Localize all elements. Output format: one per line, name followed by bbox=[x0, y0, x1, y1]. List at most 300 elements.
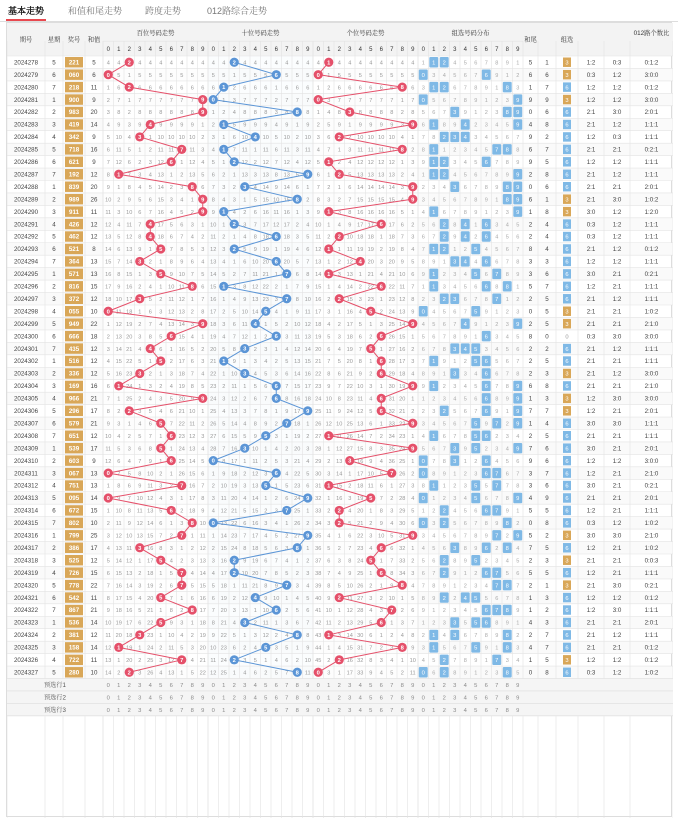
distribution-miss: 2 bbox=[495, 210, 498, 216]
miss-count: 4 bbox=[275, 60, 278, 66]
draw-cell: 342 bbox=[69, 134, 80, 141]
trend-ball-digit: 8 bbox=[191, 521, 195, 527]
distribution-miss: 4 bbox=[464, 160, 467, 166]
miss-count: 3 bbox=[138, 670, 141, 676]
distribution-miss: 9 bbox=[422, 272, 425, 278]
big-small-cell: 1:2 bbox=[613, 595, 622, 602]
miss-count: 7 bbox=[369, 646, 372, 652]
sum-cell: 5 bbox=[92, 59, 96, 66]
distribution-miss: 5 bbox=[464, 285, 467, 291]
distribution-miss: 7 bbox=[443, 334, 446, 340]
miss-count: 7 bbox=[327, 571, 330, 577]
miss-count: 4 bbox=[243, 670, 246, 676]
distribution-miss: 3 bbox=[443, 285, 446, 291]
road-012-cell: 1:1:1 bbox=[645, 284, 659, 291]
miss-count: 8 bbox=[264, 583, 267, 589]
miss-count: 11 bbox=[189, 421, 195, 427]
trend-ball-digit: 6 bbox=[380, 334, 384, 340]
miss-count: 6 bbox=[201, 285, 204, 291]
odd-even-cell: 0:3 bbox=[587, 234, 596, 241]
miss-count: 6 bbox=[327, 347, 330, 353]
group-cell: 3 bbox=[565, 322, 568, 328]
miss-count: 19 bbox=[294, 434, 300, 440]
miss-count: 1 bbox=[191, 534, 194, 540]
distribution-digit: 3 bbox=[453, 185, 456, 191]
miss-count: 9 bbox=[138, 123, 141, 129]
distribution-digit: 1 bbox=[432, 160, 435, 166]
big-small-cell: 2:1 bbox=[613, 433, 622, 440]
trend-ball-digit: 6 bbox=[170, 434, 174, 440]
trend-ball-digit: 1 bbox=[222, 123, 226, 129]
miss-count: 8 bbox=[170, 260, 173, 266]
miss-count: 5 bbox=[149, 185, 152, 191]
miss-count: 26 bbox=[347, 434, 353, 440]
big-small-cell: 1:2 bbox=[613, 159, 622, 166]
miss-count: 12 bbox=[168, 658, 174, 664]
tab-span-trend[interactable]: 跨度走势 bbox=[145, 4, 181, 17]
miss-count: 5 bbox=[191, 73, 194, 79]
big-small-cell: 3:0 bbox=[613, 333, 622, 340]
miss-count: 4 bbox=[222, 60, 225, 66]
sum-tail-cell: 1 bbox=[529, 420, 533, 427]
header-digit: 9 bbox=[516, 47, 520, 53]
miss-count: 22 bbox=[368, 285, 374, 291]
miss-count: 3 bbox=[380, 608, 383, 614]
distribution-digit: 0 bbox=[422, 496, 425, 502]
miss-count: 2 bbox=[306, 434, 309, 440]
miss-count: 3 bbox=[380, 322, 383, 328]
draw-cell: 900 bbox=[69, 97, 80, 104]
miss-count: 18 bbox=[231, 471, 237, 477]
distribution-miss: 3 bbox=[516, 309, 519, 315]
distribution-miss: 3 bbox=[516, 85, 519, 91]
miss-count: 6 bbox=[296, 272, 299, 278]
draw-cell: 516 bbox=[69, 358, 80, 365]
miss-count: 14 bbox=[357, 434, 363, 440]
miss-count: 5 bbox=[411, 596, 414, 602]
miss-count: 7 bbox=[107, 397, 110, 403]
distribution-miss: 7 bbox=[495, 160, 498, 166]
preselect-digit: 9 bbox=[411, 695, 414, 701]
miss-count: 13 bbox=[210, 260, 216, 266]
miss-count: 4 bbox=[338, 60, 341, 66]
miss-count: 8 bbox=[138, 110, 141, 116]
miss-count: 16 bbox=[305, 372, 311, 378]
road-012-cell: 1:1:1 bbox=[645, 296, 659, 303]
miss-count: 5 bbox=[243, 509, 246, 515]
preselect-digit: 7 bbox=[285, 683, 288, 689]
miss-count: 9 bbox=[107, 608, 110, 614]
miss-count: 14 bbox=[105, 670, 111, 676]
trend-ball-digit: 1 bbox=[327, 60, 331, 66]
distribution-miss: 1 bbox=[422, 285, 425, 291]
distribution-miss: 2 bbox=[506, 421, 509, 427]
sum-cell: 12 bbox=[91, 221, 98, 228]
miss-count: 19 bbox=[368, 247, 374, 253]
period-cell: 2024282 bbox=[14, 109, 39, 116]
distribution-miss: 5 bbox=[485, 596, 488, 602]
miss-count: 6 bbox=[117, 459, 120, 465]
big-small-cell: 2:1 bbox=[613, 470, 622, 477]
sum-tail-cell: 5 bbox=[529, 533, 533, 540]
miss-count: 3 bbox=[254, 172, 257, 178]
distribution-digit: 0 bbox=[422, 670, 425, 676]
preselect-digit: 7 bbox=[495, 695, 498, 701]
distribution-miss: 6 bbox=[443, 434, 446, 440]
miss-count: 10 bbox=[168, 633, 174, 639]
big-small-cell: 2:1 bbox=[613, 184, 622, 191]
distribution-miss: 4 bbox=[485, 583, 488, 589]
span-cell: 7 bbox=[545, 408, 549, 415]
tab-sum-tail-trend[interactable]: 和值和尾走势 bbox=[68, 4, 122, 17]
miss-count: 4 bbox=[138, 185, 141, 191]
miss-count: 2 bbox=[327, 235, 330, 241]
odd-even-cell: 2:1 bbox=[587, 122, 596, 129]
distribution-miss: 3 bbox=[432, 185, 435, 191]
miss-count: 5 bbox=[170, 397, 173, 403]
miss-count: 23 bbox=[221, 646, 227, 652]
miss-count: 5 bbox=[254, 384, 257, 390]
draw-cell: 722 bbox=[69, 657, 80, 664]
miss-count: 3 bbox=[380, 260, 383, 266]
distribution-miss: 6 bbox=[453, 421, 456, 427]
miss-count: 2 bbox=[275, 98, 278, 104]
miss-count: 25 bbox=[347, 421, 353, 427]
distribution-digit: 1 bbox=[432, 60, 435, 66]
week-cell: 6 bbox=[52, 159, 56, 166]
miss-count: 4 bbox=[233, 110, 236, 116]
miss-count: 21 bbox=[231, 509, 237, 515]
miss-count: 1 bbox=[201, 409, 204, 415]
miss-count: 6 bbox=[138, 210, 141, 216]
draw-cell: 579 bbox=[69, 420, 80, 427]
miss-count: 40 bbox=[315, 596, 321, 602]
span-cell: 5 bbox=[545, 570, 549, 577]
distribution-digit: 5 bbox=[474, 247, 477, 253]
distribution-digit: 6 bbox=[485, 73, 488, 79]
distribution-miss: 9 bbox=[464, 334, 467, 340]
road-012-cell: 2:0:1 bbox=[645, 495, 659, 502]
odd-even-cell: 3:0 bbox=[587, 420, 596, 427]
week-cell: 2 bbox=[52, 284, 56, 291]
miss-count: 5 bbox=[296, 260, 299, 266]
miss-count: 3 bbox=[170, 372, 173, 378]
miss-count: 1 bbox=[390, 484, 393, 490]
group-cell: 6 bbox=[565, 222, 568, 228]
miss-count: 14 bbox=[347, 285, 353, 291]
miss-count: 6 bbox=[243, 521, 246, 527]
sum-cell: 17 bbox=[91, 545, 98, 552]
miss-count: 12 bbox=[210, 670, 216, 676]
miss-count: 4 bbox=[285, 347, 288, 353]
miss-count: 9 bbox=[159, 123, 162, 129]
sum-cell: 11 bbox=[91, 657, 98, 664]
miss-count: 1 bbox=[359, 272, 362, 278]
distribution-miss: 6 bbox=[432, 110, 435, 116]
distribution-miss: 4 bbox=[453, 397, 456, 403]
miss-count: 6 bbox=[359, 334, 362, 340]
miss-count: 4 bbox=[296, 160, 299, 166]
miss-count: 1 bbox=[170, 347, 173, 353]
miss-count: 21 bbox=[147, 608, 153, 614]
miss-count: 20 bbox=[252, 571, 258, 577]
distribution-miss: 7 bbox=[453, 322, 456, 328]
miss-count: 6 bbox=[138, 85, 141, 91]
odd-even-cell: 2:1 bbox=[587, 433, 596, 440]
miss-count: 2 bbox=[401, 608, 404, 614]
group-cell: 6 bbox=[565, 85, 568, 91]
miss-count: 23 bbox=[389, 297, 395, 303]
big-small-cell: 2:1 bbox=[613, 408, 622, 415]
miss-count: 1 bbox=[306, 509, 309, 515]
header-digit: 7 bbox=[180, 47, 184, 53]
miss-count: 11 bbox=[399, 285, 405, 291]
miss-count: 6 bbox=[117, 247, 120, 253]
miss-count: 4 bbox=[212, 60, 215, 66]
miss-count: 13 bbox=[263, 172, 269, 178]
preselect-digit: 2 bbox=[128, 683, 131, 689]
miss-count: 1 bbox=[275, 347, 278, 353]
group-cell: 6 bbox=[565, 297, 568, 303]
distribution-digit: 8 bbox=[506, 197, 509, 203]
miss-count: 19 bbox=[221, 596, 227, 602]
miss-count: 13 bbox=[305, 334, 311, 340]
miss-count: 15 bbox=[305, 359, 311, 365]
distribution-miss: 5 bbox=[443, 309, 446, 315]
road-012-cell: 0:1:2 bbox=[645, 645, 659, 652]
miss-count: 6 bbox=[191, 359, 194, 365]
distribution-miss: 3 bbox=[485, 123, 488, 129]
distribution-miss: 5 bbox=[422, 558, 425, 564]
miss-count: 8 bbox=[264, 409, 267, 415]
miss-count: 6 bbox=[180, 85, 183, 91]
distribution-digit: 2 bbox=[443, 235, 446, 241]
trend-ball-digit: 3 bbox=[138, 633, 142, 639]
preselect-digit: 3 bbox=[453, 708, 456, 714]
miss-count: 9 bbox=[254, 247, 257, 253]
miss-count: 5 bbox=[306, 471, 309, 477]
miss-count: 13 bbox=[137, 534, 143, 540]
period-cell: 2024290 bbox=[14, 209, 39, 216]
miss-count: 1 bbox=[159, 571, 162, 577]
miss-count: 5 bbox=[275, 459, 278, 465]
trend-ball-digit: 1 bbox=[327, 484, 331, 490]
miss-count: 6 bbox=[275, 546, 278, 552]
distribution-digit: 1 bbox=[432, 384, 435, 390]
group-cell: 6 bbox=[565, 670, 568, 676]
week-cell: 4 bbox=[52, 396, 56, 403]
distribution-miss: 2 bbox=[474, 571, 477, 577]
miss-count: 1 bbox=[275, 621, 278, 627]
sum-cell: 25 bbox=[91, 533, 98, 540]
trend-ball-digit: 2 bbox=[338, 235, 341, 241]
miss-count: 12 bbox=[210, 247, 216, 253]
preselect-digit: 3 bbox=[138, 683, 141, 689]
tab-basic-trend[interactable]: 基本走势 bbox=[8, 4, 44, 17]
sum-tail-cell: 2 bbox=[529, 221, 533, 228]
miss-count: 4 bbox=[359, 60, 362, 66]
trend-ball-digit: 1 bbox=[222, 284, 226, 290]
road-012-cell: 3:0:0 bbox=[645, 396, 659, 403]
tab-012-road-trend[interactable]: 012路综合走势 bbox=[207, 4, 267, 17]
distribution-miss: 2 bbox=[464, 359, 467, 365]
big-small-cell: 1:2 bbox=[613, 520, 622, 527]
miss-count: 41 bbox=[315, 608, 321, 614]
miss-count: 7 bbox=[222, 446, 225, 452]
miss-count: 4 bbox=[222, 260, 225, 266]
trend-ball-digit: 1 bbox=[117, 384, 121, 390]
miss-count: 1 bbox=[138, 646, 141, 652]
miss-count: 2 bbox=[380, 646, 383, 652]
miss-count: 11 bbox=[305, 670, 311, 676]
distribution-digit: 0 bbox=[422, 459, 425, 465]
miss-count: 8 bbox=[107, 172, 110, 178]
preselect-digit: 0 bbox=[107, 708, 110, 714]
miss-count: 8 bbox=[149, 334, 152, 340]
miss-count: 4 bbox=[233, 210, 236, 216]
miss-count: 11 bbox=[221, 496, 227, 502]
miss-count: 4 bbox=[117, 434, 120, 440]
distribution-miss: 7 bbox=[516, 135, 519, 141]
distribution-digit: 0 bbox=[422, 98, 425, 104]
header-digit: 2 bbox=[443, 47, 447, 53]
period-cell: 2024309 bbox=[14, 445, 39, 452]
distribution-miss: 9 bbox=[443, 583, 446, 589]
odd-even-cell: 1:2 bbox=[587, 259, 596, 266]
miss-count: 35 bbox=[315, 534, 321, 540]
miss-count: 4 bbox=[348, 60, 351, 66]
road-012-cell: 3:0:0 bbox=[645, 333, 659, 340]
distribution-miss: 6 bbox=[516, 347, 519, 353]
miss-count: 4 bbox=[201, 446, 204, 452]
miss-count: 19 bbox=[399, 384, 405, 390]
miss-count: 16 bbox=[147, 546, 153, 552]
miss-count: 3 bbox=[233, 98, 236, 104]
trend-ball-digit: 7 bbox=[285, 297, 288, 303]
miss-count: 10 bbox=[221, 484, 227, 490]
sum-tail-cell: 8 bbox=[529, 333, 533, 340]
distribution-digit: 5 bbox=[474, 558, 477, 564]
sum-tail-cell: 0 bbox=[529, 184, 533, 191]
miss-count: 3 bbox=[327, 670, 330, 676]
distribution-digit: 8 bbox=[506, 521, 509, 527]
sum-tail-cell: 9 bbox=[529, 97, 533, 104]
distribution-miss: 6 bbox=[443, 98, 446, 104]
miss-count: 12 bbox=[284, 160, 290, 166]
miss-count: 3 bbox=[222, 247, 225, 253]
miss-count: 2 bbox=[390, 633, 393, 639]
miss-count: 6 bbox=[369, 85, 372, 91]
span-cell: 8 bbox=[545, 383, 549, 390]
draw-cell: 364 bbox=[69, 259, 80, 266]
distribution-miss: 8 bbox=[516, 372, 519, 378]
preselect-digit: 6 bbox=[170, 695, 173, 701]
miss-count: 22 bbox=[263, 285, 269, 291]
distribution-miss: 2 bbox=[485, 446, 488, 452]
miss-count: 14 bbox=[252, 309, 258, 315]
distribution-digit: 6 bbox=[485, 409, 488, 415]
miss-count: 5 bbox=[327, 546, 330, 552]
miss-count: 4 bbox=[348, 160, 351, 166]
miss-count: 2 bbox=[306, 558, 309, 564]
preselect-digit: 5 bbox=[159, 708, 162, 714]
distribution-miss: 3 bbox=[495, 110, 498, 116]
miss-count: 8 bbox=[390, 110, 393, 116]
miss-count: 5 bbox=[159, 509, 162, 515]
miss-count: 32 bbox=[315, 496, 321, 502]
miss-count: 5 bbox=[285, 484, 288, 490]
miss-count: 13 bbox=[168, 670, 174, 676]
miss-count: 19 bbox=[357, 496, 363, 502]
miss-count: 12 bbox=[231, 397, 237, 403]
miss-count: 7 bbox=[348, 98, 351, 104]
miss-count: 3 bbox=[159, 658, 162, 664]
group-cell: 6 bbox=[565, 185, 568, 191]
big-small-cell: 2:1 bbox=[613, 383, 622, 390]
distribution-miss: 5 bbox=[474, 160, 477, 166]
miss-count: 10 bbox=[168, 285, 174, 291]
miss-count: 15 bbox=[284, 197, 290, 203]
preselect-digit: 0 bbox=[212, 683, 215, 689]
miss-count: 3 bbox=[338, 210, 341, 216]
distribution-digit: 6 bbox=[485, 608, 488, 614]
miss-count: 23 bbox=[357, 546, 363, 552]
miss-count: 2 bbox=[380, 247, 383, 253]
road-012-cell: 1:0:2 bbox=[645, 308, 659, 315]
miss-count: 33 bbox=[389, 421, 395, 427]
distribution-miss: 7 bbox=[422, 247, 425, 253]
miss-count: 13 bbox=[315, 260, 321, 266]
distribution-miss: 6 bbox=[495, 260, 498, 266]
trend-ball-digit: 4 bbox=[149, 222, 153, 228]
distribution-miss: 9 bbox=[516, 160, 519, 166]
distribution-digit: 4 bbox=[464, 322, 468, 328]
miss-count: 7 bbox=[138, 459, 141, 465]
miss-count: 10 bbox=[242, 135, 248, 141]
distribution-miss: 4 bbox=[474, 372, 477, 378]
distribution-miss: 2 bbox=[443, 608, 446, 614]
miss-count: 2 bbox=[306, 197, 309, 203]
miss-count: 14 bbox=[252, 496, 258, 502]
distribution-miss: 6 bbox=[474, 285, 477, 291]
miss-count: 12 bbox=[252, 471, 258, 477]
distribution-miss: 5 bbox=[422, 110, 425, 116]
miss-count: 5 bbox=[180, 210, 183, 216]
distribution-miss: 1 bbox=[453, 583, 456, 589]
week-cell: 6 bbox=[52, 72, 56, 79]
miss-count: 12 bbox=[168, 309, 174, 315]
distribution-digit: 1 bbox=[432, 359, 435, 365]
miss-count: 7 bbox=[254, 409, 257, 415]
miss-count: 13 bbox=[158, 172, 164, 178]
miss-count: 13 bbox=[231, 409, 237, 415]
miss-count: 6 bbox=[170, 85, 173, 91]
miss-count: 18 bbox=[357, 235, 363, 241]
miss-count: 8 bbox=[338, 397, 341, 403]
distribution-miss: 6 bbox=[453, 646, 456, 652]
sum-cell: 14 bbox=[91, 495, 98, 502]
miss-count: 34 bbox=[399, 571, 405, 577]
miss-count: 25 bbox=[389, 322, 395, 328]
span-cell: 6 bbox=[545, 72, 549, 79]
distribution-digit: 3 bbox=[453, 260, 456, 266]
miss-count: 8 bbox=[243, 546, 246, 552]
miss-count: 3 bbox=[180, 621, 183, 627]
distribution-miss: 8 bbox=[464, 434, 467, 440]
miss-count: 9 bbox=[369, 459, 372, 465]
preselect-digit: 6 bbox=[275, 708, 278, 714]
miss-count: 8 bbox=[243, 285, 246, 291]
